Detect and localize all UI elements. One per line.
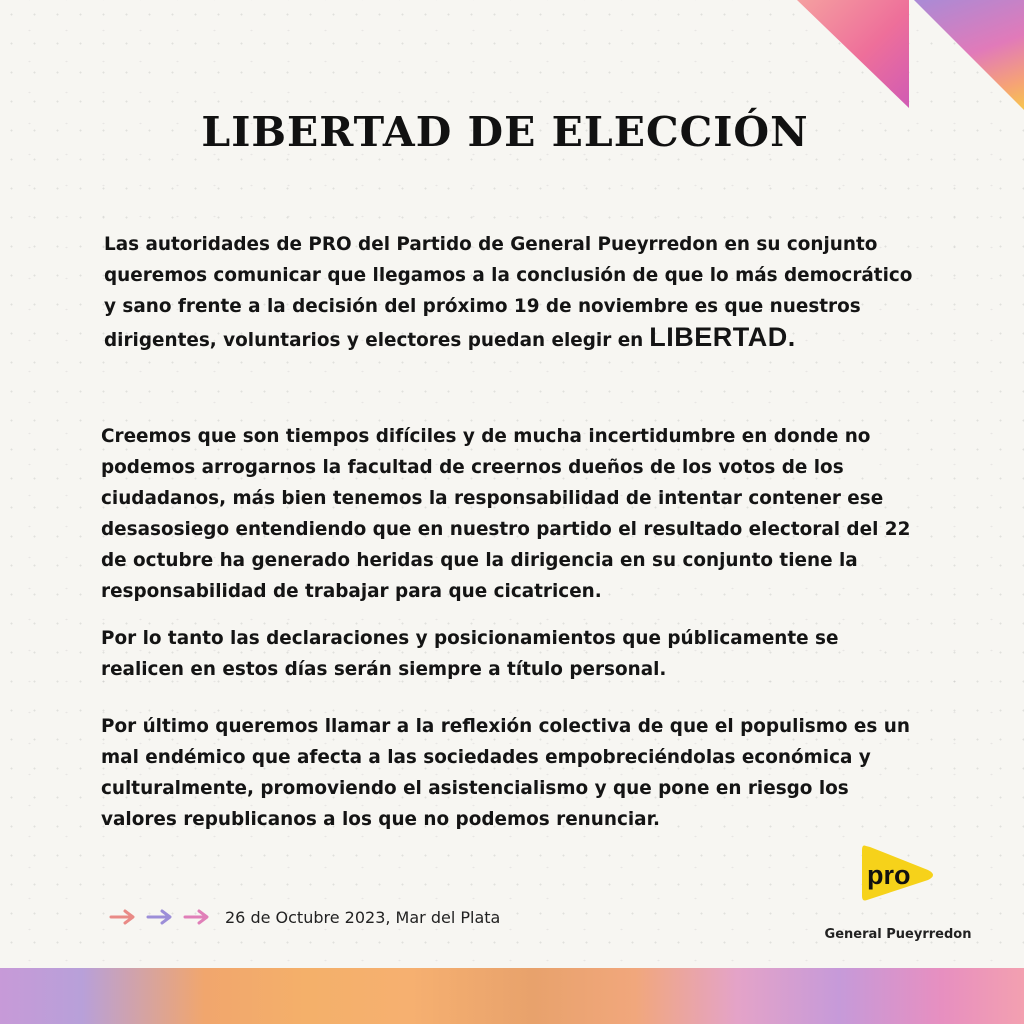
paragraph-context: Creemos que son tiempos difíciles y de mucha incertidumbre en donde no podemos arrogarnos la facultad de creernos dueños de los votos de los ciudadanos, más bien tenemos la responsabilidad de intentar contener ese desasosiego entendiendo que en nuestro partido el resultado electoral del 22 de octubre ha generado heridas que la dirigencia en su conjunto tiene la responsabilidad de trabajar para que cicatricen. bbox=[101, 426, 911, 602]
arrow-right-icon bbox=[145, 907, 175, 927]
paragraph-intro bbox=[104, 229, 924, 356]
arrow-right-icon bbox=[182, 907, 212, 927]
paragraph-intro-text: Las autoridades de PRO del Partido de General Pueyrredon en su conjunto queremos comunicar que llegamos a la conclusión de que lo más democrático y sano frente a la decisión del próximo 19 de noviembre es que nuestros dirigentes, voluntarios y electores puedan elegir en bbox=[104, 234, 913, 351]
bottom-gradient-band bbox=[0, 968, 1024, 1024]
paragraph-reflection: Por último queremos llamar a la reflexión colectiva de que el populismo es un mal endémico que afecta a las sociedades empobreciéndolas económica y culturalmente, promoviendo el asistencialismo y que pone en riesgo los valores republicanos a los que no podemos renunciar. bbox=[101, 716, 910, 830]
date-place-text: 26 de Octubre 2023, Mar del Plata bbox=[225, 907, 501, 927]
logo-caption: General Pueyrredon bbox=[824, 927, 972, 942]
arrow-right-icon-path bbox=[148, 911, 170, 923]
arrow-right-icon-path bbox=[185, 911, 207, 923]
corner-decoration-left bbox=[797, 0, 909, 108]
pro-logo bbox=[858, 842, 940, 904]
pro-logo-text: pro bbox=[867, 860, 911, 890]
page-title: LIBERTAD DE ELECCIÓN bbox=[201, 108, 809, 156]
arrow-right-icon bbox=[108, 907, 138, 927]
corner-decoration-right bbox=[914, 0, 1024, 110]
footer-date bbox=[108, 901, 500, 933]
libertad-emphasis: LIBERTAD. bbox=[649, 322, 796, 352]
paragraph-declarations: Por lo tanto las declaraciones y posicionamientos que públicamente se realicen en estos días serán siempre a título personal. bbox=[101, 628, 839, 680]
arrow-right-icon-path bbox=[111, 911, 133, 923]
